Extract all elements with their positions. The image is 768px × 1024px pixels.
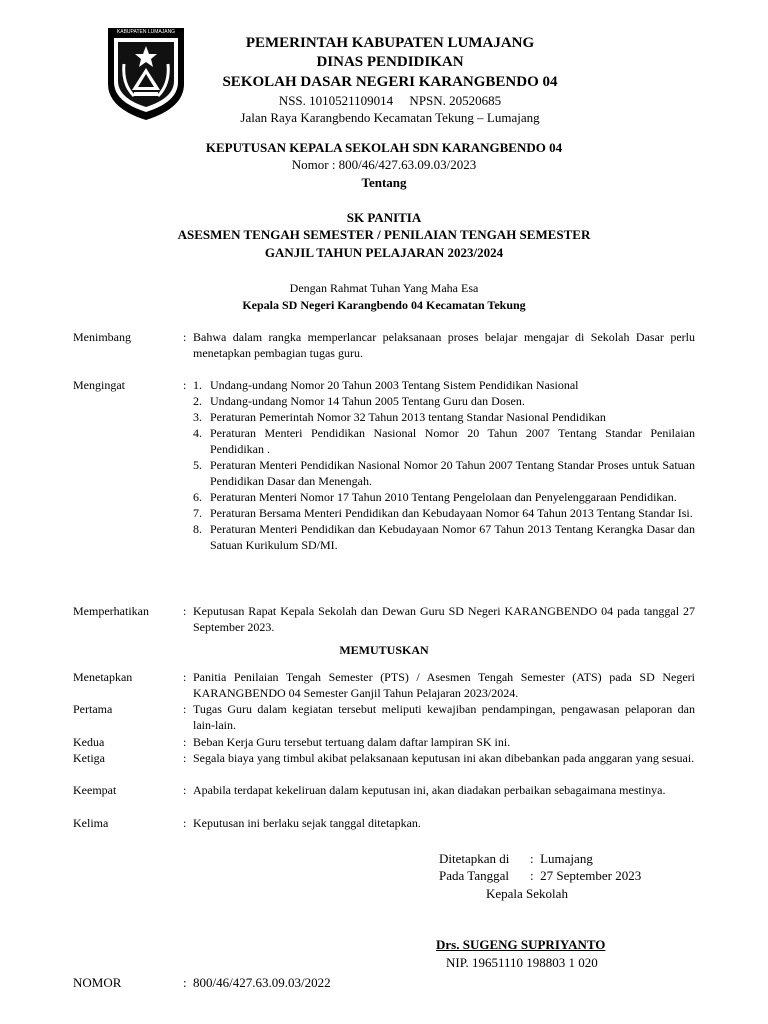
logo-text: KABUPATEN LUMAJANG (116, 29, 176, 35)
signer-name: Drs. SUGENG SUPRIYANTO (436, 937, 606, 952)
keempat-label: Keempat (73, 783, 117, 797)
footer-number-colon: : (183, 975, 187, 990)
menimbang-text: Bahwa dalam rangka memperlancar pelaksanaan proses belajar mengajar di Sekolah Dasar perlu menetapkan pembagian tugas guru. (193, 330, 695, 360)
ketiga-colon: : (183, 751, 187, 765)
keempat-text: Apabila terdapat kekeliruan dalam keputusan ini, akan diadakan perbaikan sebagaimana mestinya. (193, 783, 666, 797)
memperhatikan-label: Memperhatikan (73, 604, 149, 618)
mengingat-list (193, 377, 695, 553)
letterhead-codes: NSS. 1010521109014 NPSN. 20520685 (278, 93, 502, 108)
place-label: Ditetapkan di (439, 851, 510, 866)
mengingat-label: Mengingat (73, 378, 125, 392)
regency-logo (104, 24, 188, 122)
menetapkan-label: Menetapkan (73, 670, 133, 684)
pertama-colon: : (183, 702, 187, 716)
ketiga-text: Segala biaya yang timbul akibat pelaksanaan keputusan ini akan dibebankan pada anggaran yang sesuai. (193, 751, 695, 765)
kelima-text: Keputusan ini berlaku sejak tanggal ditetapkan. (193, 816, 421, 830)
kedua-label: Kedua (73, 735, 105, 749)
decision-about: Tentang (361, 175, 407, 190)
list-item: 7. Peraturan Bersama Menteri Pendidikan dan Kebudayaan Nomor 64 Tahun 2013 Tentang Standar Isi. (193, 506, 693, 520)
date-value: : 27 September 2023 (530, 868, 642, 883)
footer-number-label: NOMOR (73, 975, 122, 990)
kelima-colon: : (183, 816, 187, 830)
menimbang-colon: : (183, 330, 187, 344)
memperhatikan-colon: : (183, 604, 187, 618)
letterhead-line3: SEKOLAH DASAR NEGERI KARANGBENDO 04 (222, 74, 558, 90)
menimbang-label: Menimbang (73, 330, 131, 344)
list-item: 3. Peraturan Pemerintah Nomor 32 Tahun 2013 tentang Standar Nasional Pendidikan (193, 410, 606, 424)
footer-number-value: 800/46/427.63.09.03/2022 (193, 975, 331, 990)
list-item: 4. Peraturan Menteri Pendidikan Nasional Nomor 20 Tahun 2007 Tentang Standar Penilaian Pendidikan . (193, 426, 695, 456)
kedua-colon: : (183, 735, 187, 749)
place-value: : Lumajang (530, 851, 593, 866)
list-item: 1. Undang-undang Nomor 20 Tahun 2003 Tentang Sistem Pendidikan Nasional (193, 378, 579, 392)
keempat-colon: : (183, 783, 187, 797)
authority: Kepala SD Negeri Karangbendo 04 Kecamatan Tekung (242, 298, 526, 312)
signer-role: Kepala Sekolah (486, 886, 568, 901)
signer-nip: NIP. 19651110 198803 1 020 (446, 955, 598, 970)
kelima-label: Kelima (73, 816, 109, 830)
letterhead-address: Jalan Raya Karangbendo Kecamatan Tekung – Lumajang (240, 110, 540, 125)
pertama-text: Tugas Guru dalam kegiatan tersebut meliputi kewajiban pendampingan, pengawasan pelaporan dan lain-lain. (193, 702, 695, 732)
decision-title: KEPUTUSAN KEPALA SEKOLAH SDN KARANGBENDO 04 (205, 140, 563, 155)
list-item: 8. Peraturan Menteri Pendidikan dan Kebudayaan Nomor 67 Tahun 2013 Tentang Kerangka Dasar dan Satuan Kurikulum SD/MI. (193, 522, 695, 552)
list-item: 6. Peraturan Menteri Nomor 17 Tahun 2010 Tentang Pengelolaan dan Penyelenggaraan Pendidikan. (193, 490, 677, 504)
sk-line2: ASESMEN TENGAH SEMESTER / PENILAIAN TENGAH SEMESTER (177, 227, 591, 242)
date-label: Pada Tanggal (439, 868, 509, 883)
letterhead-line2: DINAS PENDIDIKAN (316, 54, 464, 70)
menetapkan-colon: : (183, 670, 187, 684)
list-item: 5. Peraturan Menteri Pendidikan Nasional Nomor 20 Tahun 2007 Tentang Standar Proses untuk Satuan Pendidikan Dasar dan Menengah. (193, 458, 695, 488)
ketiga-label: Ketiga (73, 751, 105, 765)
menetapkan-text: Panitia Penilaian Tengah Semester (PTS) / Asesmen Tengah Semester (ATS) pada SD Negeri KARANGBENDO 04 Semester Ganjil Tahun Pelajaran 2023/2024. (193, 670, 695, 700)
kedua-text: Beban Kerja Guru tersebut tertuang dalam daftar lampiran SK ini. (193, 735, 511, 749)
memutuskan-heading: MEMUTUSKAN (339, 643, 429, 657)
list-item: 2. Undang-undang Nomor 14 Tahun 2005 Tentang Guru dan Dosen. (193, 394, 525, 408)
sk-line3: GANJIL TAHUN PELAJARAN 2023/2024 (264, 245, 504, 260)
blessing: Dengan Rahmat Tuhan Yang Maha Esa (289, 281, 479, 295)
letterhead-line1: PEMERINTAH KABUPATEN LUMAJANG (245, 35, 535, 51)
pertama-label: Pertama (73, 702, 113, 716)
mengingat-colon: : (183, 378, 187, 392)
memperhatikan-text: Keputusan Rapat Kepala Sekolah dan Dewan Guru SD Negeri KARANGBENDO 04 pada tanggal 27 September 2023. (193, 604, 695, 634)
decision-number: Nomor : 800/46/427.63.09.03/2023 (291, 157, 477, 172)
sk-title: SK PANITIA (346, 210, 422, 225)
